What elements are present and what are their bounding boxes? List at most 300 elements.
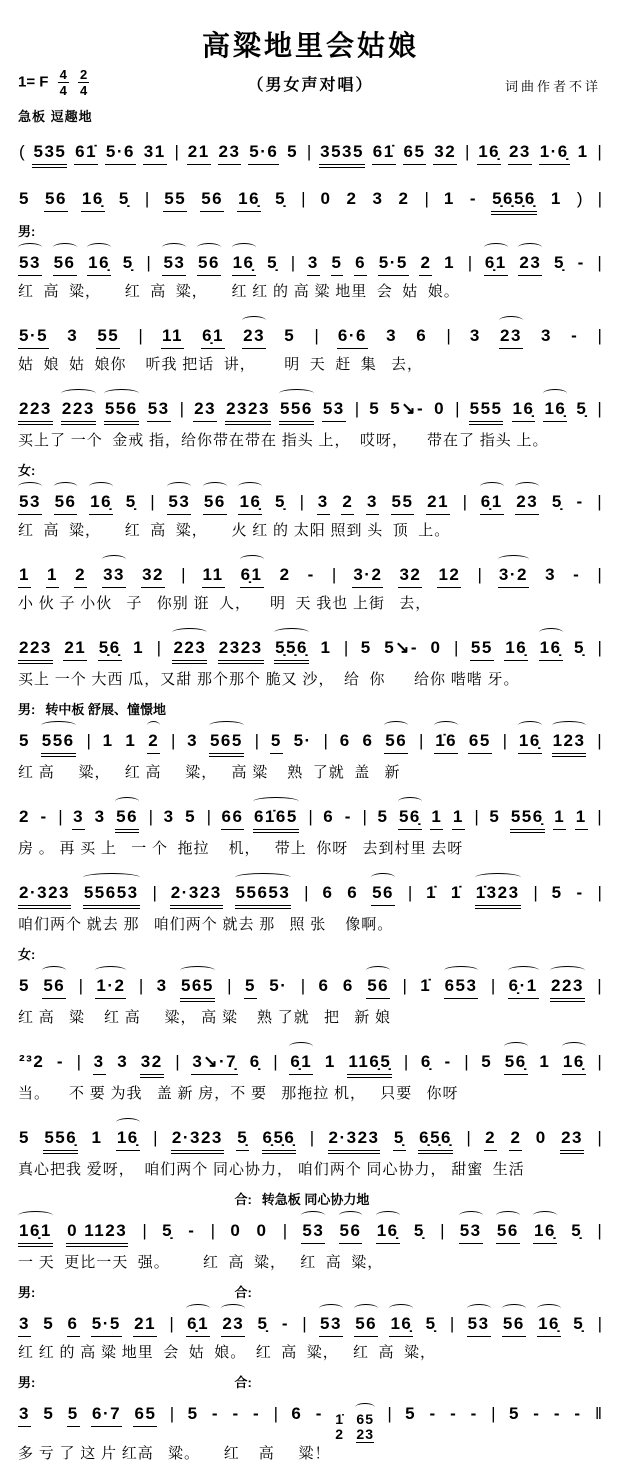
note-token: 3535 <box>319 141 365 168</box>
bar-line: | <box>254 731 260 750</box>
meter-fraction-1: $\frac{4}{4}$ <box>59 67 67 98</box>
note-token: 3 <box>156 976 168 995</box>
bar-line: | <box>206 807 211 826</box>
note-token: 5 <box>19 189 30 208</box>
note-token: 0 <box>320 189 332 208</box>
note-token: 0 <box>434 399 446 418</box>
note-token: 5̣ <box>125 492 137 511</box>
note-token: 5·6 <box>105 141 136 165</box>
note-token: 5̣6̣ <box>98 637 122 661</box>
note-token: 3 <box>72 806 85 830</box>
note-token: 1̇ <box>420 976 432 995</box>
note-token: 535 <box>32 141 67 168</box>
lyric-line: 红 高 粱 红 高 粱， 高 粱 熟 了就 把 新 娘 <box>18 1010 392 1026</box>
note-token: 2 <box>484 1127 497 1151</box>
note-token: 16̣ <box>81 188 105 212</box>
chord-stack: 65 23 <box>356 1411 374 1442</box>
note-token: 6̣1 <box>201 325 225 349</box>
note-token: 6 <box>339 731 351 750</box>
note-token: 2323 <box>218 637 264 664</box>
note-token: 5 <box>67 1403 80 1427</box>
note-token: 5̣ <box>573 1314 585 1333</box>
note-token: 56 <box>502 1313 526 1337</box>
note-token: 23 <box>515 491 539 515</box>
note-token: 1 <box>320 638 332 657</box>
note-token: 16̣1 <box>18 1220 53 1247</box>
note-token: 6 <box>416 326 428 345</box>
lyric-line: 姑 娘 姑 娘你 听我 把话 讲， 明 天 赶 集 去， <box>18 357 424 373</box>
note-token: 16̣ <box>237 188 261 212</box>
note-token: 2 <box>398 189 410 208</box>
note-token: 6·6 <box>337 325 368 349</box>
bar-line: | <box>78 976 84 995</box>
note-token: 2 <box>419 252 432 276</box>
bar-line: | <box>597 1314 602 1333</box>
note-token: 1·2 <box>95 975 126 999</box>
note-token: 223 <box>172 637 207 664</box>
note-token: 56 <box>54 491 78 515</box>
bar-line: | <box>449 1314 455 1333</box>
lyric-line: 多 亏 了 这 片 红高 粱。 红 高 粱！ <box>18 1446 331 1463</box>
bar-line: | <box>299 492 305 511</box>
lyric-line: 咱们两个 就去 那 咱们两个 就去 那 照 张 像啊。 <box>18 917 394 933</box>
bar-line: | <box>474 807 479 826</box>
lyric-line: 买上了 一个 金戒 指，给你带在带在 指头 上， 哎呀， 带在了 指头 上。 <box>18 433 549 449</box>
bar-line: | <box>387 1404 392 1423</box>
note-token: 2·323 <box>171 1127 224 1154</box>
bar-line: | <box>58 807 63 826</box>
note-token: 56 <box>371 882 395 906</box>
bar-line: | <box>464 142 470 161</box>
tempo-marking: 急板 逗趣地 <box>18 109 93 124</box>
section-tempo: 转急板 同心协力地 <box>261 1192 370 1207</box>
note-token: - <box>571 326 579 345</box>
bar-line: | <box>597 142 602 161</box>
bar-line: | <box>138 976 144 995</box>
melody-line <box>18 311 603 352</box>
bar-line: | <box>153 1128 158 1147</box>
note-token: - <box>450 1404 458 1423</box>
note-token: 5 <box>331 252 344 276</box>
note-token: 6̣ <box>420 1052 432 1071</box>
note-token: 56 <box>115 806 139 833</box>
note-token: 55 <box>96 325 120 349</box>
note-token: 5̣ <box>275 189 287 208</box>
note-token: - <box>211 1404 220 1423</box>
note-token: 5 <box>19 976 30 995</box>
bar-line: ‖ <box>594 1404 602 1423</box>
note-token: 223 <box>61 398 96 425</box>
note-token: 5 <box>287 142 299 161</box>
note-token: - <box>469 189 478 208</box>
bar-line: | <box>424 189 429 208</box>
bar-line: | <box>490 976 496 995</box>
note-token: 6̣ <box>249 1052 261 1071</box>
note-token: 223 <box>550 975 585 1002</box>
note-token: 3 <box>372 189 384 208</box>
note-token: 6 <box>362 731 374 750</box>
note-token: - <box>576 492 584 511</box>
system <box>18 944 603 1189</box>
note-token: 0 <box>535 1128 547 1147</box>
note-token: 1 <box>18 564 31 588</box>
note-token: 556 <box>41 730 76 757</box>
note-token: 6 <box>322 883 334 902</box>
note-token: 21 <box>63 637 87 661</box>
note-token: 6̣1 <box>186 1313 210 1337</box>
note-token: 23 <box>499 325 523 349</box>
note-token: - <box>315 1404 323 1423</box>
bar-line: | <box>597 399 602 418</box>
bar-line: | <box>464 1052 469 1071</box>
bar-line: | <box>309 1128 315 1147</box>
melody-line <box>18 477 603 518</box>
note-token: 2323 <box>225 398 271 425</box>
note-token: 23 <box>221 1313 245 1337</box>
bar-line: | <box>306 142 312 161</box>
chord-stack: 1̇ 2 <box>335 1411 345 1442</box>
note-token: 6 <box>354 252 367 276</box>
melody-line <box>18 384 603 428</box>
note-token: 32 <box>398 564 422 588</box>
note-token: 5 <box>508 1404 520 1423</box>
note-token: 1 <box>324 1052 336 1071</box>
bar-line: | <box>467 253 473 272</box>
note-token: 53 <box>18 252 42 276</box>
bar-line: | <box>304 883 309 902</box>
note-token: 11 <box>202 564 225 588</box>
note-token: 5 <box>43 1314 55 1333</box>
lyric-line: 一 天 更比一天 强。 红 高 粱， 红 高 粱， <box>18 1255 384 1271</box>
lyric-line: 红 高 粱， 红 高 粱， 火 红 的 太阳 照到 头 顶 上。 <box>18 523 451 539</box>
note-token: 3 <box>545 565 557 584</box>
bar-line: | <box>308 807 313 826</box>
note-token: 3 <box>307 252 320 276</box>
part-label: 合: 转急板 同心协力地 <box>234 1192 370 1207</box>
bar-line: | <box>210 1221 216 1240</box>
note-token: 6·7 <box>91 1403 122 1427</box>
note-token: - <box>188 1221 196 1240</box>
note-token: 56 <box>366 975 390 999</box>
note-token: 61̇ <box>372 141 396 165</box>
note-token: 1 <box>102 731 114 750</box>
note-token: 16̣ <box>537 1313 561 1337</box>
bar-line: | <box>144 189 150 208</box>
melody-line <box>18 1299 603 1340</box>
bar-line: | <box>597 253 602 272</box>
note-token: 32 <box>141 564 165 588</box>
system <box>18 127 603 221</box>
note-token: 3 <box>317 491 330 515</box>
note-token: 56 <box>200 188 224 212</box>
system <box>18 1282 603 1372</box>
note-token: 53 <box>322 398 346 422</box>
note-token: 33 <box>102 564 126 588</box>
note-token: - <box>573 565 581 584</box>
note-token: 5 <box>244 975 257 999</box>
note-token: 21 <box>133 1313 157 1337</box>
part-label: 男: <box>18 224 36 239</box>
melody-line <box>18 623 603 667</box>
note-token: 53 <box>319 1313 343 1337</box>
note-token: 1 <box>539 1052 551 1071</box>
note-token: 116̣5̣ <box>347 1051 392 1078</box>
note-token: 56 <box>197 252 221 276</box>
note-token: 2 <box>279 565 291 584</box>
note-token: 6 <box>67 1313 80 1337</box>
part-label-row <box>18 460 603 477</box>
note-token: 5̣5̣6̣ <box>274 637 309 664</box>
note-token: 6 <box>323 807 335 826</box>
note-token: 5 <box>489 807 501 826</box>
note-token: 55 <box>470 637 494 661</box>
bar-line: | <box>290 253 296 272</box>
note-token: - <box>574 1404 582 1423</box>
note-token: 53 <box>18 491 42 515</box>
bar-line: | <box>273 1052 278 1071</box>
note-token: 5̣ <box>413 1221 425 1240</box>
bar-line: | <box>477 565 482 584</box>
note-token: 5 <box>481 1052 493 1071</box>
note-token: 556̣ <box>43 1127 78 1154</box>
melody-line <box>18 868 603 912</box>
note-token: 6̣1 <box>480 491 504 515</box>
note-token: 5̣ <box>257 1314 269 1333</box>
note-token: 2·323 <box>18 882 71 909</box>
composer-credit: 词曲作者不详 <box>504 79 601 94</box>
bar-line: | <box>597 807 602 826</box>
part-label: 男: <box>18 1375 36 1390</box>
note-token: 556 <box>279 398 314 425</box>
bar-line: | <box>156 638 161 657</box>
note-token: - <box>40 807 48 826</box>
note-token: 23 <box>193 398 217 422</box>
note-token: 1 <box>577 142 589 161</box>
note-token: 5̣ <box>267 253 279 272</box>
note-token: 1 <box>125 731 137 750</box>
note-token: ²³2 <box>19 1052 45 1071</box>
melody-line <box>18 550 603 591</box>
note-token: 5̣ <box>425 1314 437 1333</box>
bar-line: | <box>301 189 306 208</box>
meter-fraction-2: $\frac{2}{4}$ <box>80 67 88 98</box>
note-token: 61̇ <box>74 141 98 165</box>
note-token: 16̣ <box>238 491 262 515</box>
note-token: 5 <box>405 1404 417 1423</box>
note-token: 5 <box>377 807 389 826</box>
note-token: 5̣ <box>122 253 134 272</box>
note-token: 6̣5̣6̣ <box>418 1127 453 1154</box>
part-label-row <box>18 944 603 961</box>
note-token: 653 <box>444 975 479 999</box>
bar-line: | <box>76 1052 82 1071</box>
bar-line: | <box>502 731 508 750</box>
note-token: 0 1123 <box>66 1220 128 1247</box>
lyric-line: 买上 一个 大西 瓜，又甜 那个那个 脆又 沙， 给 你 给你 喈喈 牙。 <box>18 672 520 688</box>
note-token: - <box>56 1052 65 1071</box>
note-token: 3 <box>117 1052 129 1071</box>
note-token: 5 <box>270 730 283 754</box>
note-token: 5̣ <box>576 399 588 418</box>
note-token: 5 <box>187 1404 199 1423</box>
note-token: 53 <box>459 1220 483 1244</box>
bar-line: | <box>597 638 602 657</box>
note-token: 5 <box>369 399 381 418</box>
bar-line: | <box>343 638 349 657</box>
bar-line: | <box>597 492 602 511</box>
note-token: 53 <box>467 1313 491 1337</box>
note-token: 16̣ <box>504 637 528 661</box>
bar-line: | <box>150 492 155 511</box>
bar-line: | <box>597 883 602 902</box>
melody-line <box>18 792 603 836</box>
note-token: 3 <box>366 491 379 515</box>
part-label: 合: <box>234 1375 252 1390</box>
bar-line: | <box>227 976 232 995</box>
note-token: 56 <box>203 491 227 515</box>
note-token: 31 <box>143 141 167 165</box>
melody-line <box>18 1206 603 1250</box>
note-token: 5·5 <box>91 1313 122 1337</box>
note-token: 56̣ <box>398 806 422 830</box>
note-token: 56̣ <box>504 1051 528 1075</box>
note-token: - <box>429 1404 437 1423</box>
note-token: 3 <box>93 1051 106 1075</box>
bar-line: | <box>418 731 424 750</box>
note-token: 2 <box>341 491 354 515</box>
note-token: - <box>253 1404 261 1423</box>
note-token: 1̇ <box>426 883 438 902</box>
note-token: 6̣·1 <box>508 975 539 999</box>
note-token: 53 <box>301 1220 325 1244</box>
note-token: 55653 <box>83 882 140 909</box>
note-token: 1 <box>133 638 145 657</box>
note-token: - <box>307 565 315 584</box>
note-token: 5̣ <box>574 638 586 657</box>
header-meta <box>18 66 603 106</box>
note-token: 23 <box>242 325 266 349</box>
note-token: 1 <box>430 806 443 830</box>
note-token: - <box>553 1404 562 1423</box>
note-token: 55 <box>163 188 187 212</box>
note-token: 3↘·7̣ <box>191 1051 238 1075</box>
note-token: 53 <box>167 491 191 515</box>
bar-line: | <box>86 731 91 750</box>
note-token: 6 <box>318 976 330 995</box>
lyric-line: 房 。 再 买 上 一 个 拖拉 机， 带上 你呀 去到村里 去呀 <box>18 841 464 857</box>
note-token: 1̇6 <box>434 730 458 754</box>
bar-line: | <box>152 883 157 902</box>
part-label: 合: <box>234 1285 252 1300</box>
bar-line: | <box>354 399 360 418</box>
note-token: 23 <box>518 252 542 276</box>
note-token: 65 <box>468 730 492 754</box>
bar-line: | <box>273 1404 278 1423</box>
note-token: 23 <box>560 1127 584 1154</box>
note-token: 3 <box>67 326 79 345</box>
note-token: 56 <box>44 188 68 212</box>
bar-line: | <box>597 326 602 345</box>
bar-line: | <box>282 1221 288 1240</box>
note-token: 1 <box>91 1128 103 1147</box>
note-token: 6 <box>347 883 359 902</box>
note-token: 16̣ <box>512 398 536 422</box>
part-label: 女: <box>18 947 36 962</box>
note-token: - <box>577 253 585 272</box>
note-token: 56 <box>496 1220 520 1244</box>
note-token: 65 <box>133 1403 157 1427</box>
note-token: 5̣ <box>553 253 565 272</box>
note-token: 556̣ <box>510 806 545 833</box>
note-token: 16̣ <box>533 1220 557 1244</box>
note-token: 0 <box>230 1221 242 1240</box>
note-token: 6̣1 <box>289 1051 313 1075</box>
bar-line: | <box>138 326 143 345</box>
note-token: 3 <box>163 807 175 826</box>
bar-line: | <box>403 1052 409 1071</box>
note-token: 16̣ <box>518 730 542 754</box>
note-token: 5 <box>43 1404 55 1423</box>
melody-line <box>18 174 603 221</box>
bar-line: | <box>440 1221 445 1240</box>
note-token: 16̣ <box>89 491 113 515</box>
note-token: 565 <box>209 730 244 757</box>
bar-line: | <box>302 1314 307 1333</box>
note-token: 16̣ <box>87 252 111 276</box>
bar-line: | <box>169 1314 174 1333</box>
note-token: 3 <box>541 326 553 345</box>
note-token: 5↘- <box>390 399 425 418</box>
system <box>18 1372 603 1473</box>
lyric-line: 小 伙 子 小伙 子 你别 诳 人， 明 天 我也 上街 去， <box>18 596 432 612</box>
note-token: 6 <box>342 976 354 995</box>
system <box>18 699 603 944</box>
page-title: 高粱地里会姑娘 <box>201 30 419 61</box>
lyric-line: 红 高 粱， 红 高 粱， 高 粱 熟 了就 盖 新 <box>18 765 401 781</box>
note-token: 5·6 <box>248 141 279 165</box>
note-token: 1̇323 <box>475 882 521 909</box>
note-token: - <box>444 1052 452 1071</box>
bar-line: | <box>597 1052 602 1071</box>
part-label-row <box>18 1372 603 1389</box>
score <box>18 127 603 1473</box>
note-token: 0 <box>430 638 442 657</box>
note-token: 21 <box>187 141 211 165</box>
note-token: 3 <box>187 731 199 750</box>
note-token: 11 <box>161 325 184 349</box>
bar-line: | <box>170 731 176 750</box>
note-token: 223 <box>18 637 53 664</box>
part-label-row <box>18 699 603 716</box>
note-token: 65 <box>403 141 427 165</box>
note-token: 23 <box>218 141 242 165</box>
bar-line: | <box>597 189 602 208</box>
note-token: 6̣1 <box>484 252 508 276</box>
bar-line: | <box>323 731 328 750</box>
bar-line: | <box>314 326 319 345</box>
note-token: 61̇65 <box>253 806 299 833</box>
note-token: 5 <box>19 1128 30 1147</box>
system <box>18 460 603 699</box>
bar-line: | <box>453 638 459 657</box>
note-token: 556 <box>104 398 139 425</box>
system <box>18 1189 603 1282</box>
note-token: 2·323 <box>170 882 223 909</box>
bar-line: ) <box>576 189 583 208</box>
note-token: 2 <box>19 807 30 826</box>
note-token: 5̣6̣5̣6̣ <box>491 188 537 215</box>
note-token: - <box>576 883 584 902</box>
